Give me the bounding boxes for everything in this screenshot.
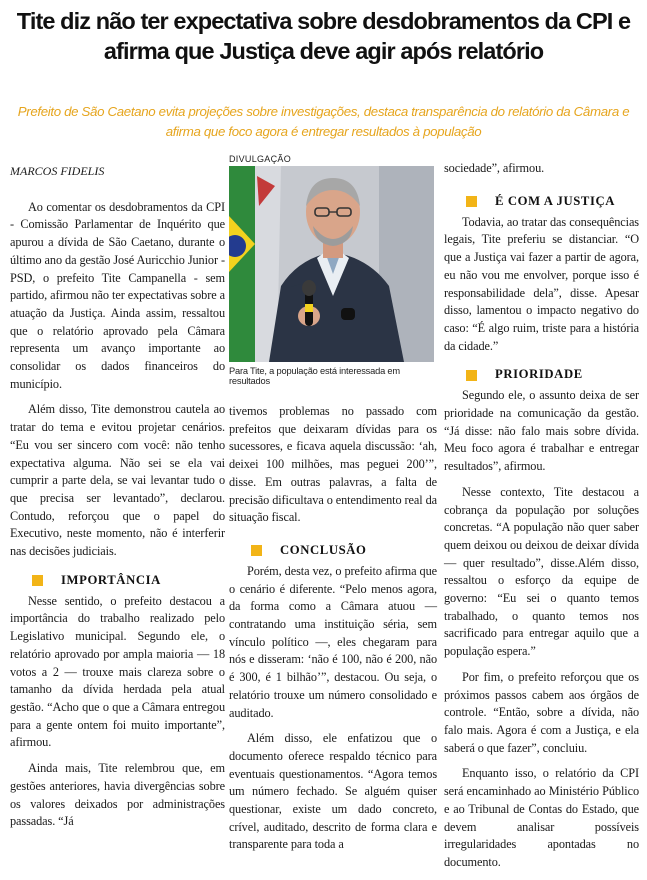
- square-bullet-icon: [32, 575, 43, 586]
- photo-illustration: [229, 166, 434, 362]
- section-title: PRIORIDADE: [495, 367, 583, 382]
- paragraph: Porém, desta vez, o prefeito afirma que o cenário é diferente. “Pelo menos agora, da forma como a Câmara atuou — contratando uma instituição séria, sem vínculo político —, eles chegaram para nós e disseram: ‘não é 100, não é 200, não é 300, é 1 bilhão’”, destacou. Ou seja, o relatório trouxe um número consolidado e auditado.: [229, 563, 437, 720]
- article-column-3: [444, 160, 639, 880]
- paragraph: Nesse sentido, o prefeito destacou a importância do trabalho realizado pelo Legislativo municipal. Segundo ele, o relatório aprovado por ampla maioria — 18 votos a 2 — trouxe mais clareza sobre o tamanho da dívida herdada pela atual gestão. “Acho que o que a Câmara entregou para a gente ontem foi muito importante”, afirmou.: [10, 593, 225, 750]
- section-heading-e-com-a-justica: [444, 192, 639, 212]
- photo-credit: DIVULGAÇÃO: [229, 154, 292, 164]
- paragraph: Todavia, ao tratar das consequências legais, Tite preferiu se distanciar. “O que a Justiça vai fazer a partir de agora, eu não vou me envolver, porque isso é responsabilidade dela”, disse. Apesar disso, lamentou o impacto negativo do caso: “É algo ruim, triste para a história da cidade.”: [444, 214, 639, 353]
- section-title: IMPORTÂNCIA: [61, 572, 161, 587]
- article-column-2: [229, 403, 437, 862]
- paragraph: Além disso, Tite demonstrou cautela ao tratar do tema e evitou projetar cenários. “Eu vou ser sincero com você: não tenho expectativa alguma. Não sei se ela vai cumprir a parte dela, se vai levantar tudo o que precisa ser levantado”, declarou. Contudo, reforçou que o papel do Executivo, neste momento, não é interferir nas decisões judiciais.: [10, 402, 225, 559]
- headline: Tite diz não ter expectativa sobre desdobramentos da CPI e afirma que Justiça deve agir após relatório: [16, 8, 631, 64]
- paragraph: Além disso, ele enfatizou que o documento oferece respaldo técnico para eventuais questionamentos. “Agora temos um número fechado. Se alguém quiser questionar, existe um dado concreto, crível, auditado, descrito de forma clara e transparente para toda a: [229, 731, 437, 852]
- paragraph: Por fim, o prefeito reforçou que os próximos passos cabem aos órgãos de controle. “Então, sobre a dívida, não falo mais. Agora é com a Justiça, e ela saberá o que fazer”, concluiu.: [444, 669, 639, 755]
- section-title: É COM A JUSTIÇA: [495, 193, 616, 208]
- paragraph: sociedade”, afirmou.: [444, 161, 545, 175]
- byline: MARCOS FIDELIS: [10, 164, 105, 178]
- article-photo: [229, 166, 434, 362]
- article-column-1: [10, 160, 225, 839]
- section-heading-importancia: [10, 571, 225, 591]
- paragraph: Nesse contexto, Tite destacou a cobrança da população por soluções concretas. “A população não quer saber quem deixou ou deixou de deixar dívida — quer resultado”, disse.Além disso, ressaltou o esforço da equipe de governo: “Eu sei o quanto temos trabalhado, o quanto temos nos sacrificado para entregar aquilo que a população espera.”: [444, 484, 639, 659]
- paragraph: Ao comentar os desdobramentos da CPI - Comissão Parlamentar de Inquérito que apurou a dívida de São Caetano, durante o último ano da gestão José Auricchio Junior - PSD, o prefeito Tite Campanella - sem partido, afirmou não ter expectativas sobre a atuação da Justiça. Ainda assim, ressaltou que o relatório aprovado pela Câmara representa um avanço importante ao consolidar os dados financeiros do município.: [10, 199, 225, 391]
- paragraph: Ainda mais, Tite relembrou que, em gestões anteriores, havia divergências sobre os valores deixados por administrações passadas. “Já: [10, 761, 225, 829]
- paragraph: Segundo ele, o assunto deixa de ser prioridade na comunicação da gestão. “Já disse: não falo mais sobre dívida. Meu foco agora é trabalhar e entregar resultados”, afirmou.: [444, 388, 639, 474]
- square-bullet-icon: [466, 370, 477, 381]
- subheadline: Prefeito de São Caetano evita projeções sobre investigações, destaca transparência do relatório da Câmara e afirma que foco agora é entregar resultados à população: [17, 104, 630, 139]
- square-bullet-icon: [251, 545, 262, 556]
- square-bullet-icon: [466, 196, 477, 207]
- section-title: CONCLUSÃO: [280, 543, 367, 558]
- section-heading-conclusao: [229, 541, 437, 561]
- photo-caption: Para Tite, a população está interessada em resultados: [229, 366, 400, 386]
- paragraph: Enquanto isso, o relatório da CPI será encaminhado ao Ministério Público e ao Tribunal de Contas do Estado, que devem analisar possíveis irregularidades apontadas no documento.: [444, 766, 639, 869]
- paragraph: tivemos problemas no passado com prefeitos que deixaram dívidas para os sucessores, e ficava aquela discussão: ‘ah, deixei 100 milhões, mas peguei 200’”, disse. Em outras palavras, a falta de precisão dificultava o entendimento real da situação fiscal.: [229, 404, 437, 525]
- section-heading-prioridade: [444, 365, 639, 385]
